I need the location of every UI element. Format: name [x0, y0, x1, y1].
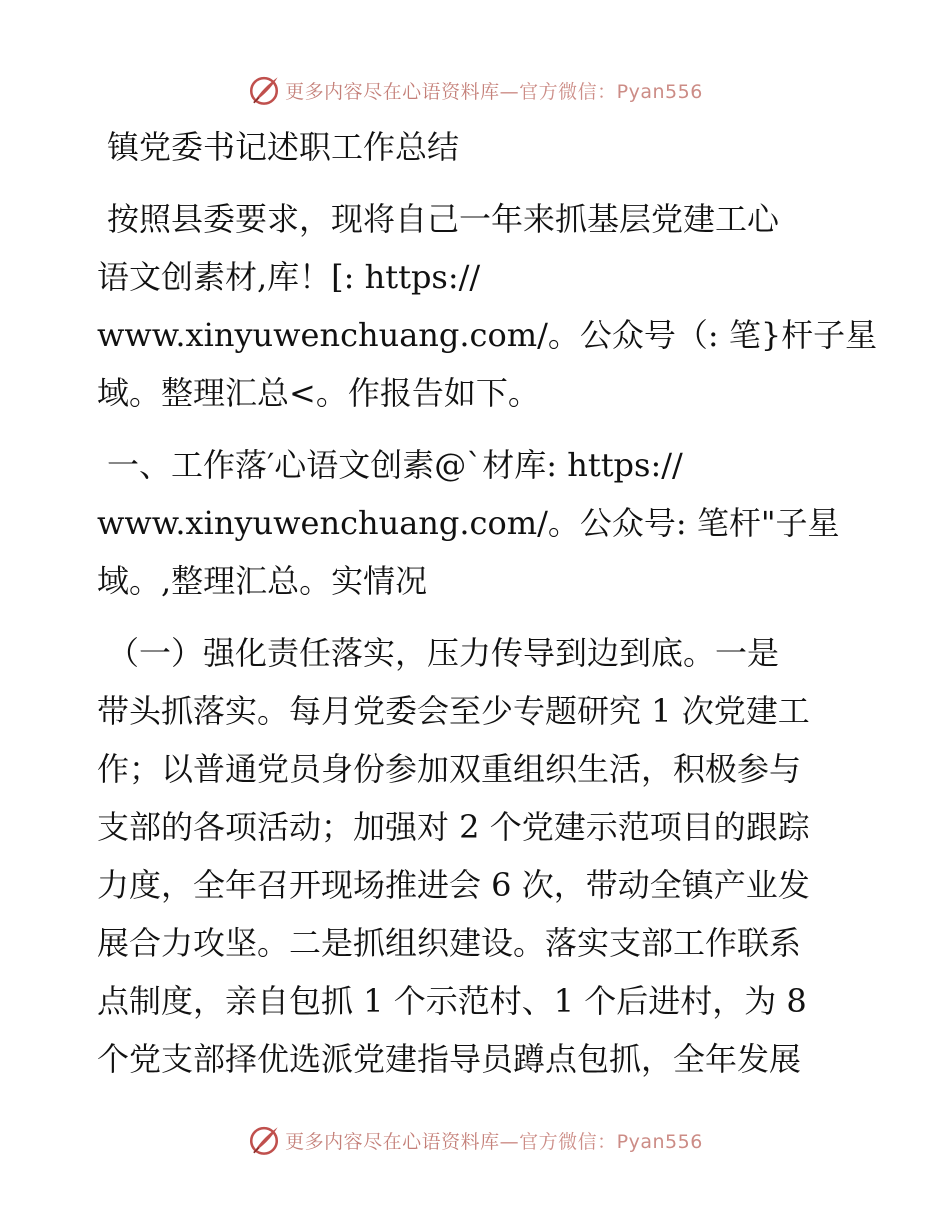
- text-line: 域。整理汇总<。作报告如下。: [97, 374, 540, 412]
- paragraph-section-heading: [97, 436, 857, 610]
- text-line: 个党支部择优选派党建指导员蹲点包抓，全年发展: [97, 1040, 802, 1078]
- text-line: 域。,整理汇总。实情况: [97, 562, 428, 600]
- text-line: 语文创素材,库！[: https://: [97, 258, 481, 296]
- text-line: 点制度，亲自包抓 1 个示范村、1 个后进村，为 8: [97, 982, 807, 1020]
- text-line: 一、工作落′心语文创素@`材库: https://: [107, 446, 683, 484]
- text-line: （一）强化责任落实，压力传导到边到底。一是: [107, 634, 780, 672]
- text-line: 展合力攻坚。二是抓组织建设。落实支部工作联系: [97, 924, 802, 962]
- quill-circle-logo-icon: [247, 73, 281, 107]
- watermark-contact-text: —官方微信：Pyan556: [499, 1130, 703, 1153]
- text-line: 按照县委要求，现将自己一年来抓基层党建工心: [107, 200, 780, 238]
- text-line: 支部的各项活动；加强对 2 个党建示范项目的跟踪: [97, 808, 810, 846]
- text-line: 带头抓落实。每月党委会至少专题研究 1 次党建工: [97, 692, 810, 730]
- watermark-header: [0, 70, 950, 110]
- text-line: 作；以普通党员身份参加双重组织生活，积极参与: [97, 750, 802, 788]
- paragraph-intro: [97, 190, 878, 422]
- document-title: 镇党委书记述职工作总结: [107, 128, 460, 166]
- quill-circle-logo-icon: [247, 1123, 281, 1157]
- paragraph-subsection-one: [97, 624, 857, 1088]
- text-line: 力度，全年召开现场推进会 6 次，带动全镇产业发: [97, 866, 810, 904]
- watermark-footer: [0, 1120, 950, 1160]
- text-line: www.xinyuwenchuang.com/。公众号: 笔杆"子星: [97, 504, 840, 542]
- text-line: www.xinyuwenchuang.com/。公众号（: 笔}杆子星: [97, 316, 878, 354]
- watermark-main-text: 更多内容尽在心语资料库: [285, 80, 500, 103]
- document-body: [97, 118, 878, 1102]
- watermark-contact-text: —官方微信：Pyan556: [499, 80, 703, 103]
- watermark-main-text: 更多内容尽在心语资料库: [285, 1130, 500, 1153]
